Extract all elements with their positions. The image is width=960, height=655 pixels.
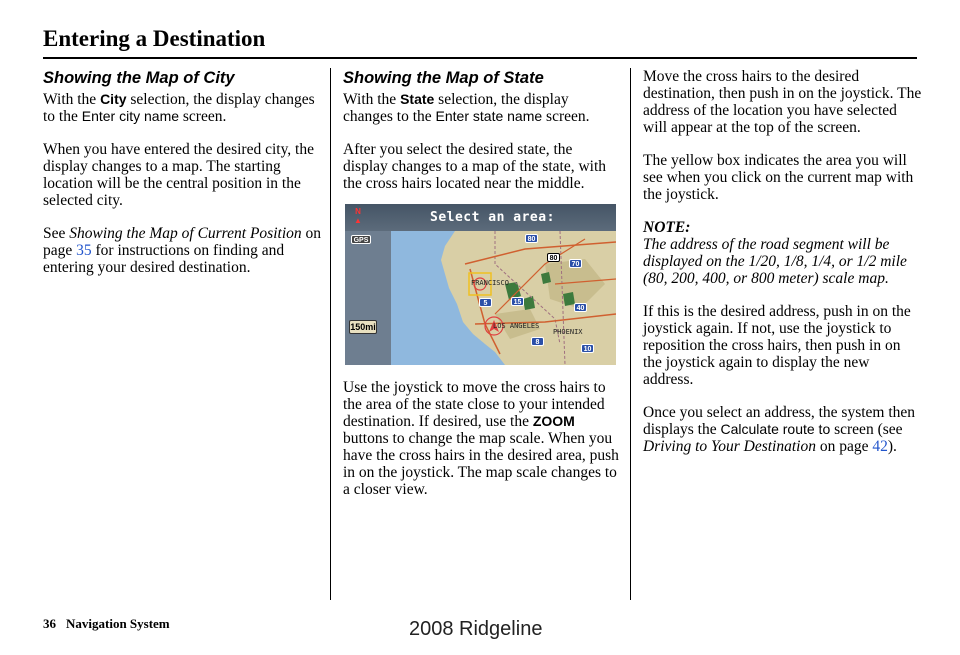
note-heading: NOTE: bbox=[643, 219, 691, 236]
page-link-42[interactable]: 42 bbox=[872, 438, 888, 455]
ui-term-enter-state-name: Enter state name bbox=[435, 108, 543, 124]
ui-term-city: City bbox=[100, 91, 127, 107]
ui-term-calculate-route: Calculate route to bbox=[720, 421, 831, 437]
text: screen. bbox=[179, 108, 227, 125]
page-title: Entering a Destination bbox=[43, 26, 266, 51]
paragraph bbox=[43, 225, 323, 276]
paragraph: If this is the desired address, push in on the joystick again. If not, use the joystick to reposition the cross hairs, then push in on the joystick again to display the new address. bbox=[643, 303, 911, 388]
paragraph: After you select the desired state, the display changes to a map of the state, with the cross hairs located near the middle. bbox=[343, 141, 607, 192]
cross-reference: Showing the Map of Current Position bbox=[69, 225, 302, 242]
footer-section: Navigation System bbox=[66, 616, 170, 631]
ui-term-zoom: ZOOM bbox=[532, 413, 575, 429]
text: Once you select an address, the system then displays the bbox=[643, 404, 916, 438]
paragraph bbox=[343, 379, 620, 498]
text: selection, the display changes to the bbox=[343, 91, 569, 125]
text: With the bbox=[343, 91, 401, 108]
map-city-label: LOS ANGELES bbox=[493, 322, 540, 330]
highway-shield: 80 bbox=[525, 234, 538, 243]
highway-shield: 40 bbox=[574, 303, 587, 312]
column-state bbox=[343, 68, 620, 514]
highway-shield: 10 bbox=[581, 344, 594, 353]
gps-badge: GPS bbox=[351, 235, 371, 244]
text: screen (see bbox=[830, 421, 903, 438]
section-heading-state: Showing the Map of State bbox=[343, 69, 544, 87]
highway-shield: 80 bbox=[547, 253, 560, 262]
text: ). bbox=[887, 438, 897, 455]
text: With the bbox=[43, 91, 101, 108]
text: on page bbox=[815, 438, 873, 455]
map-city-label: PHOENIX bbox=[553, 328, 583, 336]
paragraph: Move the cross hairs to the desired destination, then push in on the joystick. The address of the location you have selected will appear at the top of the screen. bbox=[643, 68, 922, 136]
state-map-screenshot bbox=[345, 204, 616, 365]
text: Use the joystick to move the cross hairs to the area of the state close to your intended destination. If desired, use the bbox=[343, 379, 606, 430]
paragraph bbox=[643, 404, 923, 455]
paragraph: The yellow box indicates the area you will see when you click on the current map with the joystick. bbox=[643, 152, 914, 203]
highway-shield: 5 bbox=[479, 298, 492, 307]
column-divider-1 bbox=[330, 68, 331, 600]
title-rule bbox=[43, 57, 917, 59]
column-city bbox=[43, 68, 323, 292]
note-body: The address of the road segment will be displayed on the 1/20, 1/8, 1/4, or 1/2 mile (80, 200, 400, or 800 meter) scale map. bbox=[643, 236, 907, 287]
paragraph bbox=[343, 91, 620, 125]
ui-term-state: State bbox=[400, 91, 435, 107]
text: See bbox=[43, 225, 70, 242]
ui-term-enter-city-name: Enter city name bbox=[81, 108, 180, 124]
text: screen. bbox=[542, 108, 590, 125]
highway-shield: 70 bbox=[569, 259, 582, 268]
section-heading-city: Showing the Map of City bbox=[43, 69, 235, 87]
highway-shield: 15 bbox=[511, 297, 524, 306]
north-compass-icon: N ▲ bbox=[354, 207, 362, 225]
map-header-text: Select an area: bbox=[430, 210, 555, 225]
paragraph bbox=[43, 91, 323, 125]
paragraph: When you have entered the desired city, the display changes to a map. The starting location will be the central position in the selected city. bbox=[43, 141, 314, 209]
column-divider-2 bbox=[630, 68, 631, 600]
column-continued bbox=[643, 68, 923, 471]
page-number: 36 bbox=[43, 616, 56, 631]
map-city-label: FRANCISCO bbox=[471, 279, 509, 287]
text: on page bbox=[43, 225, 321, 259]
watermark: 2008 Ridgeline bbox=[409, 618, 543, 640]
text: buttons to change the map scale. When you have the cross hairs in the desired area, push in on the joystick. The map scale changes to a closer view. bbox=[343, 430, 619, 498]
highway-shield: 8 bbox=[531, 337, 544, 346]
compass-label: N bbox=[355, 207, 361, 216]
map-scale-indicator: 150mi bbox=[350, 322, 376, 332]
text: for instructions on finding and entering your desired destination. bbox=[43, 242, 285, 276]
page-link-35[interactable]: 35 bbox=[76, 242, 92, 259]
page-footer bbox=[43, 616, 170, 632]
text: selection, the display changes to the bbox=[43, 91, 315, 125]
cross-reference: Driving to Your Destination bbox=[643, 438, 816, 455]
